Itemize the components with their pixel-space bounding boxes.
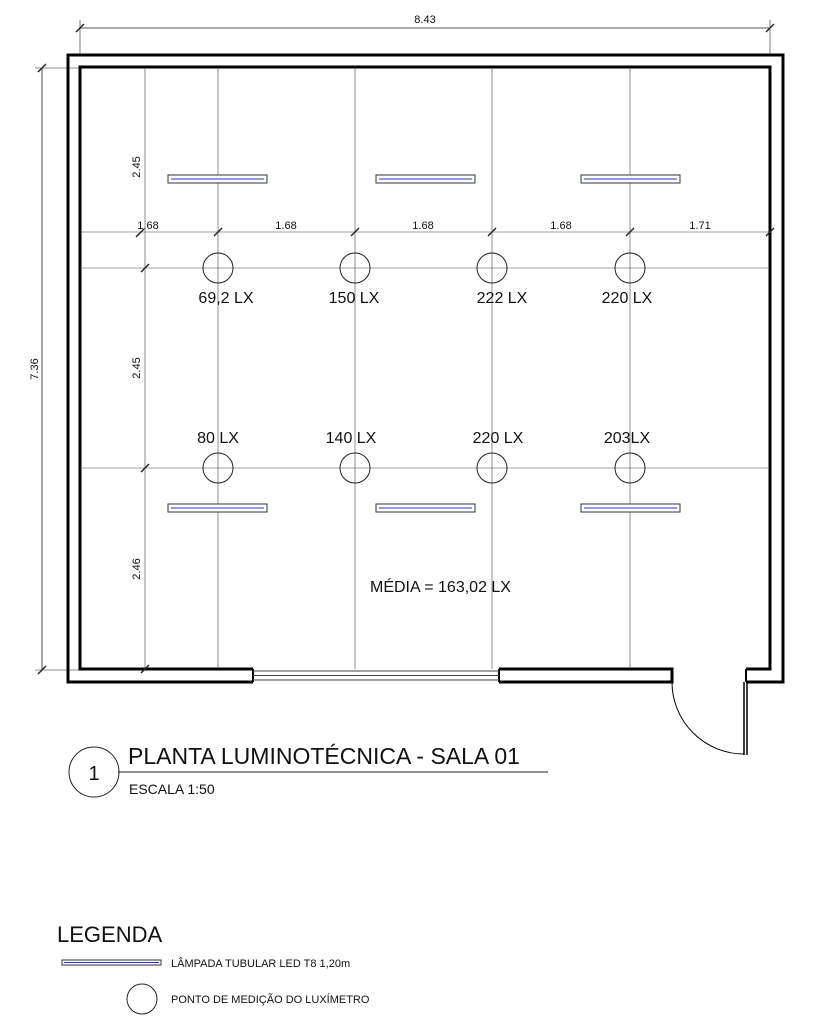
lux-reading-r2c2: 140 LX (325, 430, 377, 447)
lux-reading-r1c4: 220 LX (601, 290, 653, 307)
legend-item-lamp-label: LÂMPADA TUBULAR LED T8 1,20m (171, 958, 351, 970)
window (253, 671, 499, 680)
lux-reading-r1c2: 150 LX (328, 290, 380, 307)
horizontal-dimensions (136, 220, 774, 237)
v-dim-2: 2.45 (131, 357, 143, 379)
drawing-title: PLANTA LUMINOTÉCNICA - SALA 01 (128, 743, 520, 769)
measurement-point-circle-icon (127, 984, 157, 1014)
lux-reading-r1c1: 69,2 LX (198, 290, 254, 307)
overall-width-dimension (76, 14, 774, 55)
overall-height-dimension (29, 64, 80, 674)
led-tube-lamp-icon (581, 504, 680, 512)
lux-reading-r2c4: 203LX (603, 430, 651, 447)
led-tube-lamp-icon (376, 504, 475, 512)
v-dim-3: 2.46 (131, 558, 143, 580)
h-dim-5: 1.71 (689, 220, 711, 232)
average-illuminance: MÉDIA = 163,02 LX (370, 579, 511, 596)
led-tube-lamp-icon (168, 504, 267, 512)
title-block (69, 743, 548, 797)
legend-item-point-label: PONTO DE MEDIÇÃO DO LUXÍMETRO (171, 994, 370, 1006)
h-dim-3: 1.68 (412, 220, 434, 232)
led-tube-lamp-icon (62, 960, 161, 965)
led-tube-lamp-icon (168, 175, 267, 183)
lux-readings (197, 290, 653, 447)
lux-reading-r2c1: 80 LX (197, 430, 239, 447)
h-dim-2: 1.68 (275, 220, 297, 232)
legend (57, 922, 370, 1014)
h-dim-1: 1.68 (137, 220, 159, 232)
lux-reading-r2c3: 220 LX (472, 430, 524, 447)
led-tube-lamp-icon (376, 175, 475, 183)
v-dim-1: 2.45 (131, 156, 143, 178)
drawing-scale: ESCALA 1:50 (129, 781, 215, 797)
door (672, 682, 747, 755)
overall-width-label: 8.43 (414, 14, 436, 26)
led-tube-lamp-icon (581, 175, 680, 183)
view-number: 1 (88, 763, 100, 785)
legend-heading: LEGENDA (57, 922, 163, 947)
overall-height-label: 7.36 (29, 358, 41, 380)
measurement-points (203, 253, 645, 483)
h-dim-4: 1.68 (550, 220, 572, 232)
lux-reading-r1c3: 222 LX (476, 290, 528, 307)
